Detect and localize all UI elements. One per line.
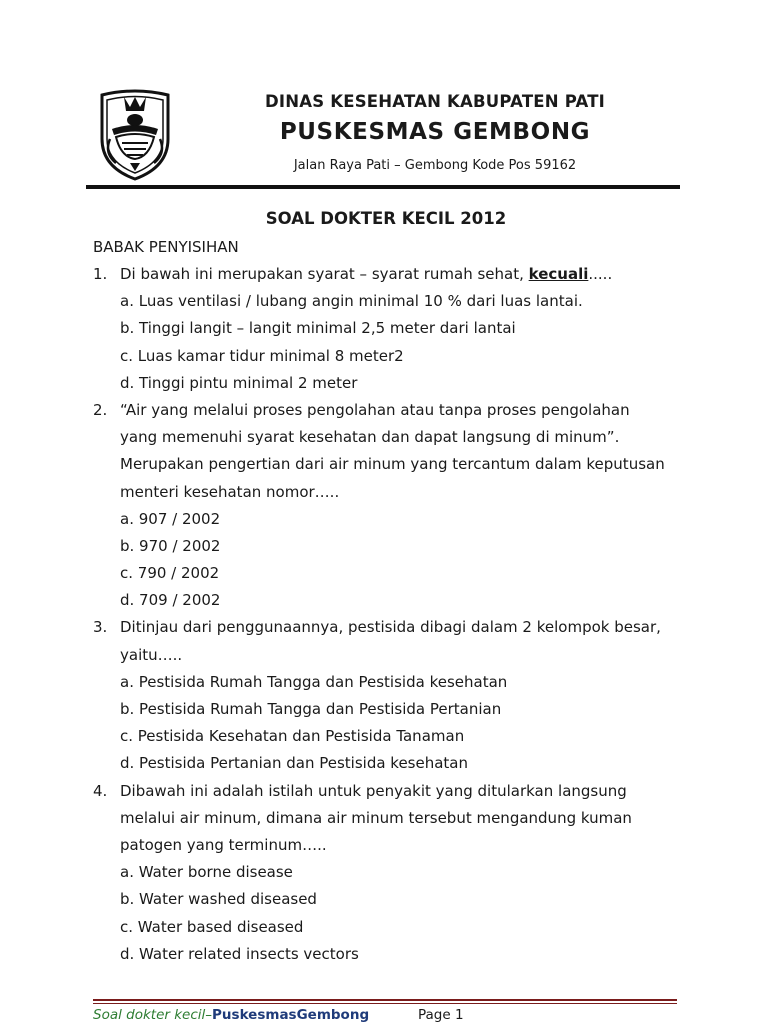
question-number: 1. <box>93 265 108 283</box>
agency-name: DINAS KESEHATAN KABUPATEN PATI <box>265 92 605 111</box>
answer-option: a. Water borne disease <box>120 863 293 882</box>
answer-option: d. Tinggi pintu minimal 2 meter <box>120 373 358 392</box>
footer-doc-name: Soal dokter kecil <box>93 1007 206 1023</box>
question-text-line: yaitu….. <box>120 645 183 664</box>
question-text-line: “Air yang melalui proses pengolahan atau tanpa proses pengolahan <box>120 400 630 419</box>
question-item <box>93 261 693 397</box>
question-number: 4. <box>93 781 108 800</box>
question-text-line: Ditinjau dari penggunaannya, pestisida dibagi dalam 2 kelompok besar, <box>120 618 661 637</box>
question-item <box>93 778 693 968</box>
footer-divider <box>93 999 677 1001</box>
question-text-line: menteri kesehatan nomor….. <box>120 482 340 501</box>
section-heading: BABAK PENYISIHAN <box>93 238 239 256</box>
question-number: 3. <box>93 618 108 637</box>
institution-name: PUSKESMAS GEMBONG <box>279 119 591 145</box>
question-text-line: Merupakan pengertian dari air minum yang tercantum dalam keputusan <box>120 455 665 474</box>
answer-option: a. Pestisida Rumah Tangga dan Pestisida kesehatan <box>120 672 508 691</box>
answer-option: a. Luas ventilasi / lubang angin minimal 10 % dari luas lantai. <box>120 292 583 311</box>
question-keyword: kecuali <box>528 265 589 283</box>
answer-option: b. Pestisida Rumah Tangga dan Pestisida Pertanian <box>120 700 502 718</box>
answer-option: a. 907 / 2002 <box>120 509 221 528</box>
answer-option: c. Luas kamar tidur minimal 8 meter2 <box>120 346 404 365</box>
page-number: Page 1 <box>418 1007 464 1023</box>
question-text-line: melalui air minum, dimana air minum tersebut mengandung kuman <box>120 808 632 827</box>
pati-regency-emblem-icon <box>94 87 176 181</box>
question-item <box>93 397 693 615</box>
question-item <box>93 614 693 777</box>
footer-institution: PuskesmasGembong <box>212 1007 370 1023</box>
answer-option: b. Water washed diseased <box>120 890 317 909</box>
question-number: 2. <box>93 400 108 419</box>
question-text <box>93 261 693 288</box>
letterhead-divider <box>86 185 680 189</box>
footer-divider-thin <box>93 1003 677 1004</box>
question-text-line: Di bawah ini merupakan syarat – syarat rumah sehat, <box>120 265 529 283</box>
document-title: SOAL DOKTER KECIL 2012 <box>265 209 507 228</box>
answer-option: d. Pestisida Pertanian dan Pestisida kesehatan <box>120 754 469 773</box>
footer-text <box>93 1007 369 1023</box>
question-text-line: yang memenuhi syarat kesehatan dan dapat langsung di minum”. <box>120 428 620 447</box>
answer-option: c. Water based diseased <box>120 917 304 936</box>
answer-option: c. 790 / 2002 <box>120 564 220 583</box>
question-suffix: ..... <box>588 265 613 283</box>
answer-option: b. 970 / 2002 <box>120 536 221 555</box>
institution-address: Jalan Raya Pati – Gembong Kode Pos 59162 <box>293 158 577 173</box>
footer-separator: – <box>205 1007 213 1023</box>
answer-option: c. Pestisida Kesehatan dan Pestisida Tanaman <box>120 727 465 746</box>
question-text-line: patogen yang terminum….. <box>120 835 327 854</box>
answer-option: d. Water related insects vectors <box>120 944 359 963</box>
answer-option: d. 709 / 2002 <box>120 591 221 610</box>
answer-option: b. Tinggi langit – langit minimal 2,5 meter dari lantai <box>120 319 516 338</box>
question-list <box>93 261 693 968</box>
question-text-line: Dibawah ini adalah istilah untuk penyakit yang ditularkan langsung <box>120 781 627 800</box>
